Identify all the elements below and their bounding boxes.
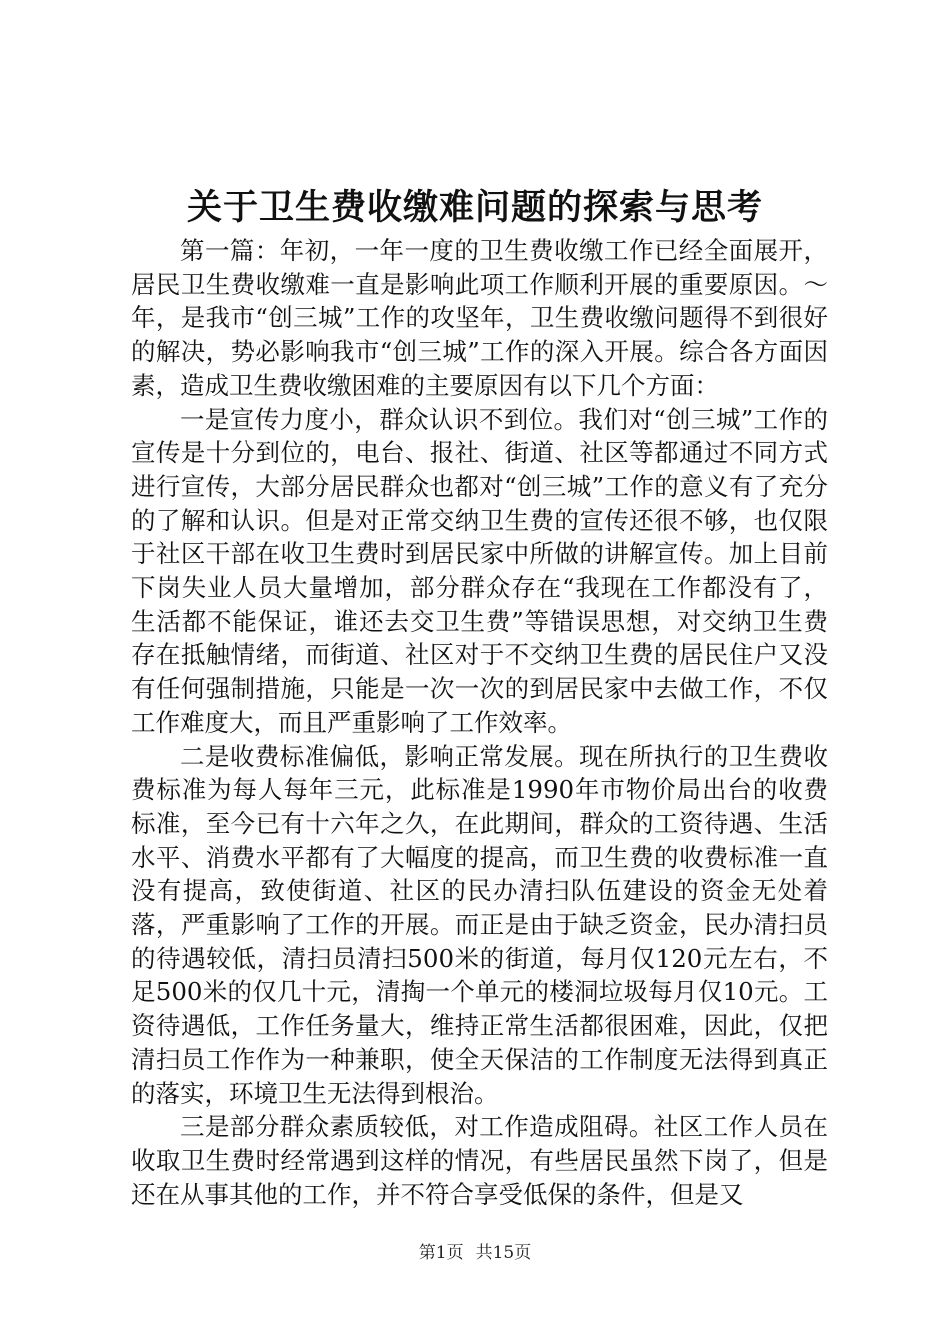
paragraph-intro: 第一篇：年初，一年一度的卫生费收缴工作已经全面展开，居民卫生费收缴难一直是影响此项工作顺利开展的重要原因。～年，是我市“创三城”工作的攻坚年，卫生费收缴问题得不到很好的解决，势必影响我市“创三城”工作的深入开展。综合各方面因素，造成卫生费收缴困难的主要原因有以下几个方面： — [131, 236, 828, 400]
paragraph-point-three: 三是部分群众素质较低，对工作造成阻碍。社区工作人员在收取卫生费时经常遇到这样的情况，有些居民虽然下岗了，但是还在从事其他的工作，并不符合享受低保的条件，但是又 — [131, 1112, 828, 1209]
paragraph-point-two: 二是收费标准偏低，影响正常发展。现在所执行的卫生费收费标准为每人每年三元，此标准是1990年市物价局出台的收费标准，至今已有十六年之久，在此期间，群众的工资待遇、生活水平、消费水平都有了大幅度的提高，而卫生费的收费标准一直没有提高，致使街道、社区的民办清扫队伍建设的资金无处着落，严重影响了工作的开展。而正是由于缺乏资金，民办清扫员的待遇较低，清扫员清扫500米的街道，每月仅120元左右，不足500米的仅几十元，清掏一个单元的楼洞垃圾每月仅10元。工资待遇低，工作任务量大，维持正常生活都很困难，因此，仅把清扫员工作作为一种兼职，使全天保洁的工作制度无法得到真正的落实，环境卫生无法得到根治。 — [131, 741, 828, 1108]
document-body — [131, 234, 828, 1211]
page-footer — [0, 1241, 950, 1265]
document-title: 关于卫生费收缴难问题的探索与思考 — [186, 187, 763, 228]
page-total: 共15页 — [475, 1243, 532, 1263]
paragraph-point-one: 一是宣传力度小，群众认识不到位。我们对“创三城”工作的宣传是十分到位的，电台、报社、街道、社区等都通过不同方式进行宣传，大部分居民群众也都对“创三城”工作的意义有了充分的了解和认识。但是对正常交纳卫生费的宣传还很不够，也仅限于社区干部在收卫生费时到居民家中所做的讲解宣传。加上目前下岗失业人员大量增加，部分群众存在“我现在工作都没有了，生活都不能保证，谁还去交卫生费”等错误思想，对交纳卫生费存在抵触情绪，而街道、社区对于不交纳卫生费的居民住户又没有任何强制措施，只能是一次一次的到居民家中去做工作，不仅工作难度大，而且严重影响了工作效率。 — [131, 404, 828, 737]
page-number: 第1页 — [418, 1243, 464, 1263]
